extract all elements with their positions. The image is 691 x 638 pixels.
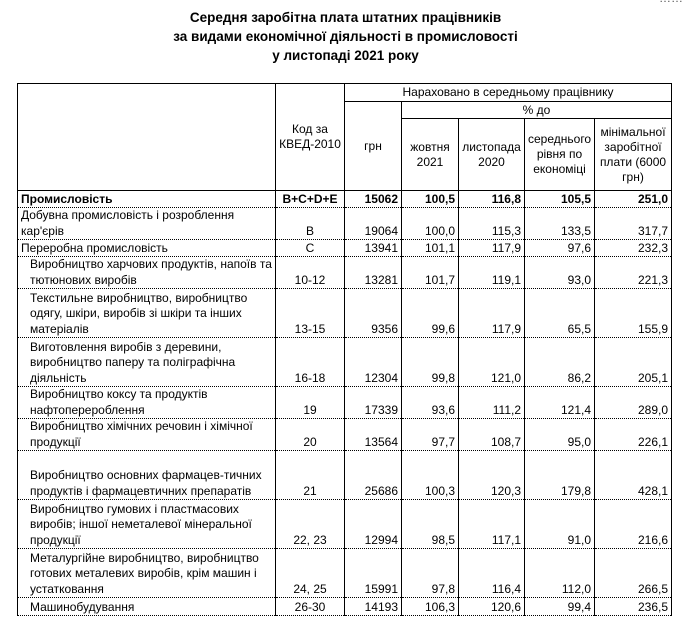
activity-name-cell: Виробництво харчових продуктів, напоїв та тютюнових виробів <box>18 257 276 289</box>
pct-nov-2020-cell: 116,4 <box>459 549 525 598</box>
table-row <box>18 289 672 338</box>
pct-oct-2021-cell: 106,3 <box>402 598 459 616</box>
salary-uah-cell: 12304 <box>345 338 402 387</box>
table-row <box>18 191 672 208</box>
kved-code-cell: B+C+D+E <box>276 191 345 208</box>
pct-oct-2021-cell: 97,8 <box>402 549 459 598</box>
kved-code-cell: 10-12 <box>276 257 345 289</box>
activity-name-cell: Виробництво хімічних речовин і хімічної продукції <box>18 419 276 451</box>
header-accrued: Нараховано в середньому працівнику <box>345 84 672 102</box>
title-line-1: Середня заробітна плата штатних працівників <box>189 10 502 25</box>
pct-nov-2020-cell: 119,1 <box>459 257 525 289</box>
table-row <box>18 500 672 549</box>
table-body <box>18 191 672 616</box>
salary-uah-cell: 13281 <box>345 257 402 289</box>
pct-avg-economy-cell: 121,4 <box>525 387 595 419</box>
pct-oct-2021-cell: 100,5 <box>402 191 459 208</box>
pct-avg-economy-cell: 93,0 <box>525 257 595 289</box>
pct-avg-economy-cell: 86,2 <box>525 338 595 387</box>
table-row <box>18 549 672 598</box>
pct-oct-2021-cell: 100,0 <box>402 208 459 240</box>
activity-name-cell: Виробництво коксу та продуктів нафтоперероблення <box>18 387 276 419</box>
kved-code-cell: C <box>276 240 345 257</box>
header-percent-of: % до <box>402 102 672 119</box>
salary-uah-cell: 17339 <box>345 387 402 419</box>
pct-oct-2021-cell: 99,8 <box>402 338 459 387</box>
table-row <box>18 257 672 289</box>
pct-min-wage-cell: 226,1 <box>595 419 672 451</box>
pct-min-wage-cell: 428,1 <box>595 451 672 500</box>
salary-uah-cell: 19064 <box>345 208 402 240</box>
pct-min-wage-cell: 216,6 <box>595 500 672 549</box>
kved-code-cell: 22, 23 <box>276 500 345 549</box>
kved-code-cell: 19 <box>276 387 345 419</box>
pct-min-wage-cell: 155,9 <box>595 289 672 338</box>
table-row <box>18 338 672 387</box>
salary-uah-cell: 15062 <box>345 191 402 208</box>
header-nov-2020: листопада 2020 <box>459 119 525 191</box>
pct-avg-economy-cell: 65,5 <box>525 289 595 338</box>
activity-name-cell: Виготовлення виробів з деревини, виробництво паперу та поліграфічна діяльність <box>18 338 276 387</box>
pct-nov-2020-cell: 117,9 <box>459 289 525 338</box>
activity-name-cell: Текстильне виробництво, виробництво одягу, шкіри, виробів зі шкіри та інших матеріалів <box>18 289 276 338</box>
pct-avg-economy-cell: 91,0 <box>525 500 595 549</box>
header-uah: грн <box>345 102 402 191</box>
table-title <box>0 8 691 65</box>
pct-min-wage-cell: 236,5 <box>595 598 672 616</box>
salary-uah-cell: 13941 <box>345 240 402 257</box>
pct-nov-2020-cell: 115,3 <box>459 208 525 240</box>
salary-uah-cell: 14193 <box>345 598 402 616</box>
activity-name-cell: Машинобудування <box>18 598 276 616</box>
pct-avg-economy-cell: 179,8 <box>525 451 595 500</box>
kved-code-cell: 24, 25 <box>276 549 345 598</box>
page-corner-fragment <box>659 0 683 5</box>
pct-avg-economy-cell: 133,5 <box>525 208 595 240</box>
pct-oct-2021-cell: 101,1 <box>402 240 459 257</box>
kved-code-cell: 26-30 <box>276 598 345 616</box>
pct-nov-2020-cell: 117,1 <box>459 500 525 549</box>
pct-nov-2020-cell: 108,7 <box>459 419 525 451</box>
pct-avg-economy-cell: 105,5 <box>525 191 595 208</box>
salary-uah-cell: 13564 <box>345 419 402 451</box>
salary-uah-cell: 15991 <box>345 549 402 598</box>
pct-avg-economy-cell: 97,6 <box>525 240 595 257</box>
table-row <box>18 451 672 500</box>
salary-uah-cell: 12994 <box>345 500 402 549</box>
kved-code-cell: B <box>276 208 345 240</box>
pct-oct-2021-cell: 100,3 <box>402 451 459 500</box>
activity-name-cell: Добувна промисловість і розроблення кар'єрів <box>18 208 276 240</box>
pct-min-wage-cell: 221,3 <box>595 257 672 289</box>
salary-uah-cell: 25686 <box>345 451 402 500</box>
header-code: Код за КВЕД-2010 <box>276 84 345 191</box>
pct-oct-2021-cell: 99,6 <box>402 289 459 338</box>
kved-code-cell: 21 <box>276 451 345 500</box>
pct-nov-2020-cell: 120,6 <box>459 598 525 616</box>
pct-avg-economy-cell: 112,0 <box>525 549 595 598</box>
pct-nov-2020-cell: 117,9 <box>459 240 525 257</box>
kved-code-cell: 20 <box>276 419 345 451</box>
title-line-3: у листопаді 2021 року <box>272 48 419 63</box>
pct-oct-2021-cell: 93,6 <box>402 387 459 419</box>
table-row <box>18 387 672 419</box>
pct-min-wage-cell: 289,0 <box>595 387 672 419</box>
pct-avg-economy-cell: 95,0 <box>525 419 595 451</box>
pct-min-wage-cell: 266,5 <box>595 549 672 598</box>
pct-oct-2021-cell: 101,7 <box>402 257 459 289</box>
header-min-wage: мінімальної заробітної плати (6000 грн) <box>595 119 672 191</box>
pct-min-wage-cell: 205,1 <box>595 338 672 387</box>
pct-min-wage-cell: 232,3 <box>595 240 672 257</box>
kved-code-cell: 13-15 <box>276 289 345 338</box>
kved-code-cell: 16-18 <box>276 338 345 387</box>
pct-oct-2021-cell: 97,7 <box>402 419 459 451</box>
pct-nov-2020-cell: 111,2 <box>459 387 525 419</box>
salary-table <box>17 83 672 616</box>
header-oct-2021: жовтня 2021 <box>402 119 459 191</box>
activity-name-cell: Виробництво основних фармацев-тичних продуктів і фармацевтичних препаратів <box>18 451 276 500</box>
title-line-2: за видами економічної діяльності в промисловості <box>173 29 518 44</box>
table-row <box>18 419 672 451</box>
header-avg-economy: середнього рівня по економіці <box>525 119 595 191</box>
activity-name-cell: Промисловість <box>18 191 276 208</box>
pct-min-wage-cell: 317,7 <box>595 208 672 240</box>
table-row <box>18 240 672 257</box>
salary-uah-cell: 9356 <box>345 289 402 338</box>
activity-name-cell: Металургійне виробництво, виробництво готових металевих виробів, крім машин і устатковання <box>18 549 276 598</box>
header-activity <box>18 84 276 191</box>
pct-min-wage-cell: 251,0 <box>595 191 672 208</box>
activity-name-cell: Переробна промисловість <box>18 240 276 257</box>
table-row <box>18 598 672 616</box>
table-header <box>18 84 672 191</box>
pct-avg-economy-cell: 99,4 <box>525 598 595 616</box>
pct-oct-2021-cell: 98,5 <box>402 500 459 549</box>
table-row <box>18 208 672 240</box>
pct-nov-2020-cell: 116,8 <box>459 191 525 208</box>
pct-nov-2020-cell: 120,3 <box>459 451 525 500</box>
pct-nov-2020-cell: 121,0 <box>459 338 525 387</box>
activity-name-cell: Виробництво гумових і пластмасових виробів; іншої неметалевої мінеральної продукції <box>18 500 276 549</box>
